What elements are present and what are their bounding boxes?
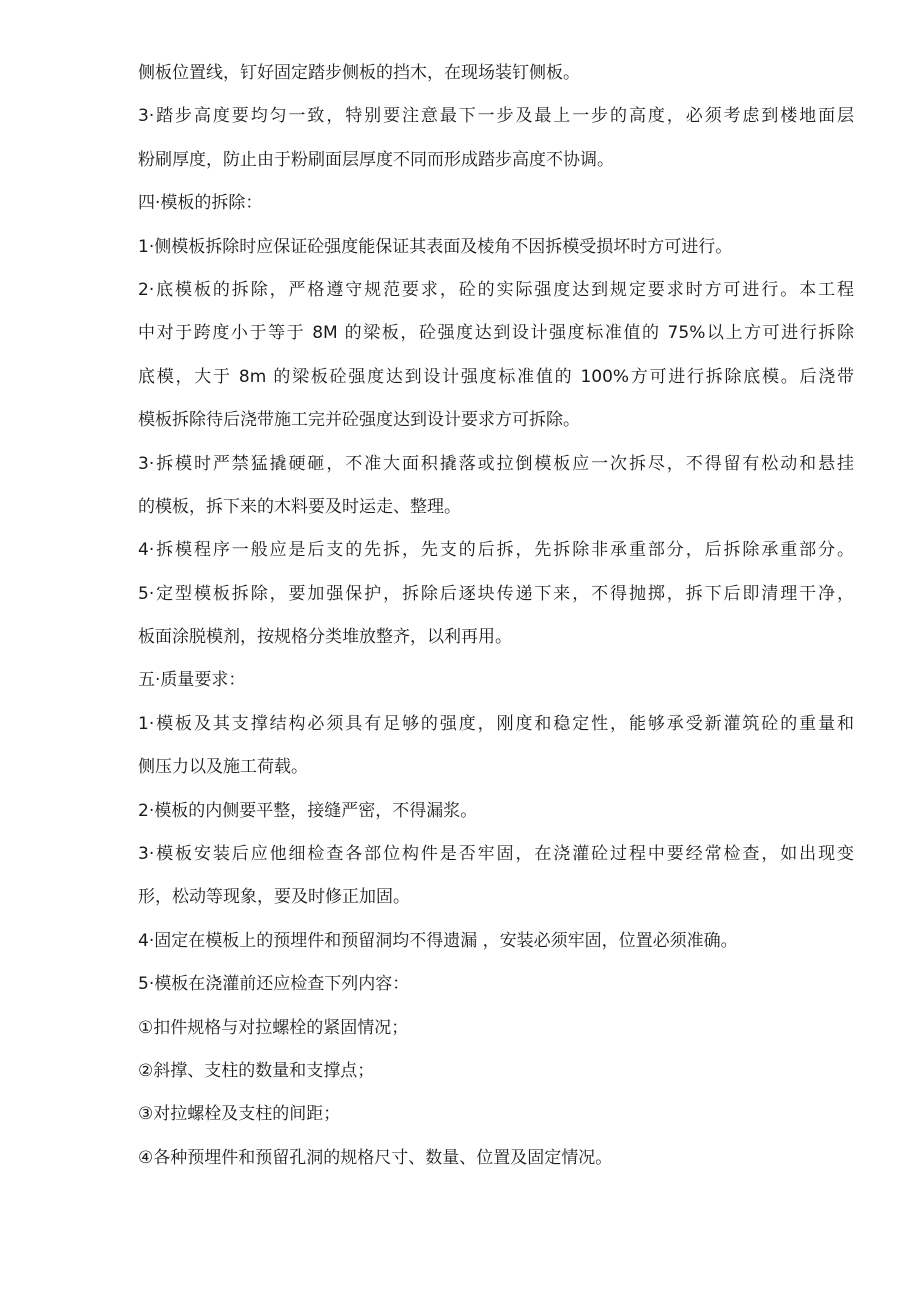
text-line: 3·踏步高度要均匀一致，特别要注意最下一步及最上一步的高度，必须考虑到楼地面层: [138, 106, 854, 127]
text-line: 侧板位置线，钉好固定踏步侧板的挡木，在现场装钉侧板。: [138, 63, 580, 83]
text-line: 的模板，拆下来的木料要及时运走、整理。: [138, 496, 461, 517]
text-line: 5·定型模板拆除，要加强保护，拆除后逐块传递下来，不得抛掷，拆下后即清理干净，: [138, 583, 854, 604]
text-line: 4·拆模程序一般应是后支的先拆，先支的后拆，先拆除非承重部分，后拆除承重部分。: [138, 540, 854, 561]
text-line: 底模，大于 8m 的梁板砼强度达到设计强度标准值的 100%方可进行拆除底模。后浇带: [138, 366, 854, 387]
text-line: 4·固定在模板上的预埋件和预留洞均不得遗漏 ，安装必须牢固，位置必须准确。: [138, 930, 738, 951]
text-line: ③对拉螺栓及支柱的间距；: [138, 1104, 341, 1125]
text-line: ②斜撑、支柱的数量和支撑点；: [138, 1060, 375, 1081]
text-line: ④各种预埋件和预留孔洞的规格尺寸、数量、位置及固定情况。: [138, 1147, 613, 1168]
text-line: 板面涂脱模剂，按规格分类堆放整齐，以利再用。: [138, 627, 512, 648]
text-line: 3·模板安装后应他细检查各部位构件是否牢固，在浇灌砼过程中要经常检查，如出现变: [138, 844, 854, 865]
text-line: 形，松动等现象，要及时修正加固。: [138, 887, 410, 908]
text-line: 五·质量要求：: [138, 670, 246, 691]
text-line: 中对于跨度小于等于 8M 的梁板，砼强度达到设计强度标准值的 75%以上方可进行拆除: [138, 323, 854, 344]
text-line: 1·侧模板拆除时应保证砼强度能保证其表面及棱角不因拆模受损坏时方可进行。: [138, 236, 733, 257]
text-line: 2·模板的内侧要平整，接缝严密，不得漏浆。: [138, 800, 478, 821]
text-line: 1·模板及其支撑结构必须具有足够的强度，刚度和稳定性，能够承受新灌筑砼的重量和: [138, 713, 854, 734]
text-line: 3·拆模时严禁猛撬硬砸，不准大面积撬落或拉倒模板应一次拆尽，不得留有松动和悬挂: [138, 453, 854, 474]
text-line: 四·模板的拆除：: [138, 193, 263, 214]
text-line: 粉刷厚度，防止由于粉刷面层厚度不同而形成踏步高度不协调。: [138, 149, 614, 170]
text-line: 模板拆除待后浇带施工完并砼强度达到设计要求方可拆除。: [138, 410, 580, 431]
text-line: 侧压力以及施工荷载。: [138, 757, 308, 778]
document-body: [138, 52, 854, 1180]
text-line: ①扣件规格与对拉螺栓的紧固情况；: [138, 1017, 409, 1038]
text-line: 5·模板在浇灌前还应检查下列内容：: [138, 974, 410, 995]
text-line: 2·底模板的拆除，严格遵守规范要求，砼的实际强度达到规定要求时方可进行。本工程: [138, 279, 854, 300]
